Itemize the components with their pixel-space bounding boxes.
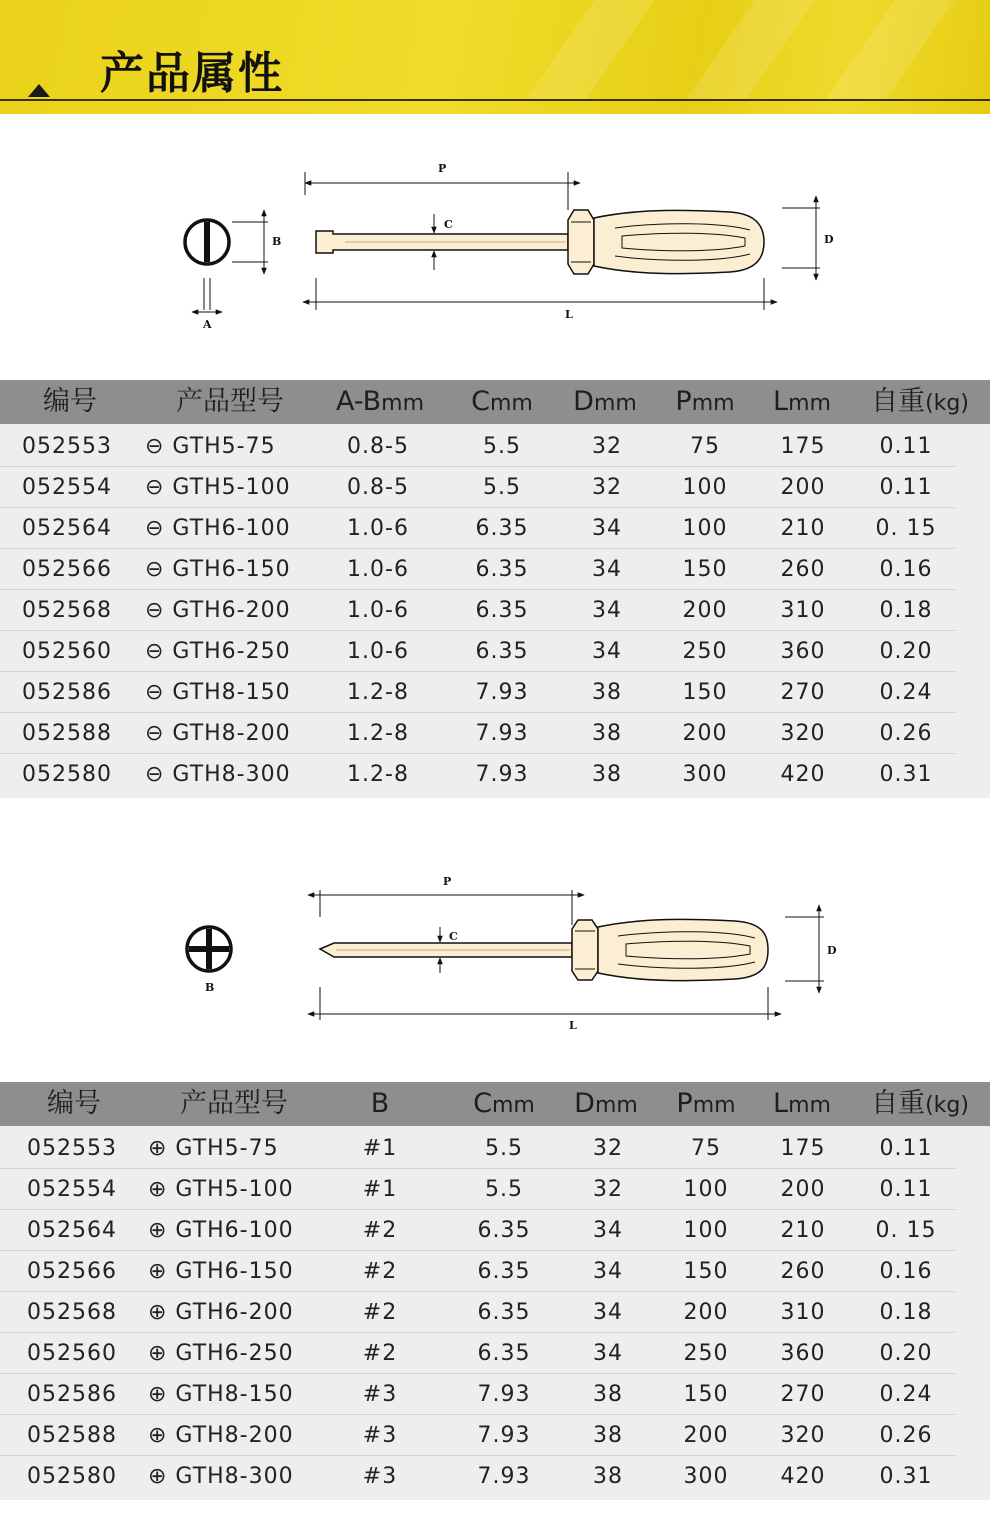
cell-ab: 1.0-6 (347, 598, 409, 623)
cell-code: 052566 (22, 557, 112, 582)
table-row (0, 1169, 990, 1210)
cell-b: #2 (362, 1300, 398, 1325)
cell-c: 6.35 (477, 1300, 531, 1325)
dimension-label-p: P (443, 875, 452, 888)
col-header-d: Dmm (573, 386, 637, 417)
cell-l: 360 (780, 639, 826, 664)
table-row (0, 713, 990, 754)
section-title: 产品属性 (100, 48, 284, 99)
cell-p: 75 (690, 434, 720, 459)
cell-p: 150 (683, 1382, 729, 1407)
cell-p: 250 (682, 639, 728, 664)
cell-b: #3 (362, 1382, 398, 1407)
cell-model: ⊕ GTH8-300 (148, 1464, 294, 1489)
col-header-l: Lmm (773, 1088, 831, 1119)
cell-d: 38 (593, 1382, 623, 1407)
cell-weight: 0. 15 (875, 516, 937, 541)
cell-model: ⊖ GTH8-200 (145, 721, 291, 746)
table-row (0, 631, 990, 672)
cell-c: 5.5 (485, 1136, 523, 1161)
table-row (0, 1292, 990, 1333)
col-header-p: Pmm (675, 386, 735, 417)
cell-c: 6.35 (477, 1218, 531, 1243)
col-header-d: Dmm (574, 1088, 638, 1119)
col-header-model: 产品型号 (180, 1088, 288, 1119)
cell-c: 7.93 (477, 1382, 531, 1407)
cell-p: 75 (691, 1136, 721, 1161)
cell-d: 34 (593, 1341, 623, 1366)
cell-l: 210 (780, 516, 826, 541)
phillips-tip-icon (187, 927, 231, 971)
cell-l: 200 (780, 1177, 826, 1202)
cell-weight: 0.31 (879, 762, 933, 787)
table-row (0, 1128, 990, 1169)
cell-model: ⊖ GTH8-300 (145, 762, 291, 787)
cell-p: 150 (682, 680, 728, 705)
cell-d: 32 (592, 434, 622, 459)
table-header (0, 380, 990, 424)
table-header (0, 1082, 990, 1126)
cell-d: 38 (592, 680, 622, 705)
cell-weight: 0.20 (879, 1341, 933, 1366)
table-row (0, 549, 990, 590)
triangle-up-icon (28, 84, 50, 97)
cell-l: 175 (780, 434, 826, 459)
dimension-label-b: B (272, 235, 282, 248)
table-row (0, 1210, 990, 1251)
cell-p: 300 (682, 762, 728, 787)
cell-code: 052568 (22, 598, 112, 623)
cell-c: 6.35 (475, 598, 529, 623)
cell-c: 6.35 (475, 557, 529, 582)
cell-b: #2 (362, 1341, 398, 1366)
cell-c: 6.35 (475, 516, 529, 541)
banner-stripe (825, 0, 955, 100)
cell-l: 360 (780, 1341, 826, 1366)
col-header-weight: 自重(kg) (871, 386, 969, 417)
cell-b: #3 (362, 1464, 398, 1489)
col-header-ab: A-Bmm (335, 386, 425, 417)
cell-b: #1 (362, 1136, 398, 1161)
cell-d: 38 (593, 1423, 623, 1448)
col-header-model: 产品型号 (176, 386, 284, 417)
cell-code: 052586 (22, 680, 112, 705)
table-row (0, 1374, 990, 1415)
cell-d: 34 (592, 516, 622, 541)
cell-c: 6.35 (477, 1341, 531, 1366)
col-header-weight: 自重(kg) (871, 1088, 969, 1119)
cell-weight: 0.11 (879, 1177, 933, 1202)
section-banner (0, 0, 990, 114)
cell-l: 270 (780, 680, 826, 705)
dimension-label-d: D (827, 944, 837, 957)
cell-model: ⊖ GTH6-150 (145, 557, 291, 582)
cell-weight: 0.18 (879, 1300, 933, 1325)
cell-code: 052580 (22, 762, 112, 787)
cell-weight: 0.24 (879, 680, 933, 705)
cell-model: ⊕ GTH6-100 (148, 1218, 294, 1243)
cell-l: 320 (780, 1423, 826, 1448)
cell-weight: 0.26 (879, 721, 933, 746)
cell-code: 052588 (27, 1423, 117, 1448)
cell-c: 7.93 (475, 721, 529, 746)
cell-p: 150 (682, 557, 728, 582)
cell-l: 270 (780, 1382, 826, 1407)
cell-c: 7.93 (477, 1464, 531, 1489)
cell-c: 5.5 (483, 475, 521, 500)
cell-c: 5.5 (485, 1177, 523, 1202)
cell-code: 052560 (22, 639, 112, 664)
table-row (0, 1456, 990, 1497)
cell-l: 310 (780, 1300, 826, 1325)
cell-b: #1 (362, 1177, 398, 1202)
table-row (0, 590, 990, 631)
cell-d: 38 (592, 762, 622, 787)
cell-code: 052553 (22, 434, 112, 459)
cell-d: 34 (592, 598, 622, 623)
cell-model: ⊖ GTH6-100 (145, 516, 291, 541)
cell-ab: 1.2-8 (347, 762, 409, 787)
cell-weight: 0.11 (879, 1136, 933, 1161)
cell-l: 260 (780, 1259, 826, 1284)
slotted-screwdriver-diagram (0, 150, 990, 340)
cell-p: 100 (683, 1177, 729, 1202)
cell-ab: 1.2-8 (347, 680, 409, 705)
cell-code: 052564 (27, 1218, 117, 1243)
col-header-p: Pmm (676, 1088, 736, 1119)
cell-l: 420 (780, 1464, 826, 1489)
cell-c: 7.93 (475, 680, 529, 705)
cell-p: 200 (683, 1423, 729, 1448)
cell-weight: 0. 15 (875, 1218, 937, 1243)
cell-l: 200 (780, 475, 826, 500)
cell-c: 7.93 (475, 762, 529, 787)
cell-code: 052588 (22, 721, 112, 746)
cell-ab: 1.0-6 (347, 557, 409, 582)
dimension-label-p: P (438, 162, 447, 175)
cell-l: 210 (780, 1218, 826, 1243)
table-row (0, 672, 990, 713)
cell-weight: 0.18 (879, 598, 933, 623)
col-header-c: Cmm (471, 386, 533, 417)
cell-d: 38 (592, 721, 622, 746)
cell-ab: 1.0-6 (347, 516, 409, 541)
cell-c: 5.5 (483, 434, 521, 459)
cell-weight: 0.16 (879, 557, 933, 582)
col-header-l: Lmm (773, 386, 831, 417)
table-body (0, 424, 990, 798)
table-row (0, 426, 990, 467)
col-header-code: 编号 (43, 386, 97, 417)
banner-stripe (525, 0, 655, 100)
slotted-tip-icon (185, 220, 229, 264)
col-header-code: 编号 (47, 1088, 101, 1119)
cell-d: 32 (593, 1136, 623, 1161)
cell-p: 150 (683, 1259, 729, 1284)
table-row (0, 1251, 990, 1292)
cell-code: 052554 (22, 475, 112, 500)
table-row (0, 754, 990, 795)
cell-l: 310 (780, 598, 826, 623)
cell-l: 260 (780, 557, 826, 582)
cell-model: ⊖ GTH8-150 (145, 680, 291, 705)
cell-p: 200 (683, 1300, 729, 1325)
cell-d: 38 (593, 1464, 623, 1489)
cell-ab: 0.8-5 (347, 475, 409, 500)
slotted-spec-table (0, 380, 990, 798)
dimension-label-a: A (203, 318, 212, 331)
cell-code: 052554 (27, 1177, 117, 1202)
cell-d: 34 (592, 557, 622, 582)
cell-model: ⊖ GTH5-75 (145, 434, 276, 459)
cell-model: ⊕ GTH5-100 (148, 1177, 294, 1202)
cell-ab: 1.2-8 (347, 721, 409, 746)
cell-c: 6.35 (477, 1259, 531, 1284)
cell-b: #2 (362, 1259, 398, 1284)
cell-p: 300 (683, 1464, 729, 1489)
cell-weight: 0.26 (879, 1423, 933, 1448)
phillips-screwdriver-diagram (0, 865, 990, 1045)
cell-d: 32 (592, 475, 622, 500)
cell-d: 34 (593, 1259, 623, 1284)
cell-model: ⊕ GTH5-75 (148, 1136, 279, 1161)
cell-d: 34 (592, 639, 622, 664)
cell-p: 250 (683, 1341, 729, 1366)
cell-model: ⊕ GTH6-200 (148, 1300, 294, 1325)
cell-code: 052586 (27, 1382, 117, 1407)
phillips-spec-table (0, 1082, 990, 1500)
cell-p: 200 (682, 721, 728, 746)
cell-p: 200 (682, 598, 728, 623)
cell-weight: 0.31 (879, 1464, 933, 1489)
cell-d: 34 (593, 1300, 623, 1325)
dimension-label-c: C (444, 218, 453, 231)
table-row (0, 508, 990, 549)
cell-c: 6.35 (475, 639, 529, 664)
cell-weight: 0.24 (879, 1382, 933, 1407)
cell-code: 052553 (27, 1136, 117, 1161)
cell-d: 32 (593, 1177, 623, 1202)
cell-ab: 1.0-6 (347, 639, 409, 664)
cell-l: 320 (780, 721, 826, 746)
cell-l: 175 (780, 1136, 826, 1161)
cell-weight: 0.20 (879, 639, 933, 664)
cell-model: ⊕ GTH6-150 (148, 1259, 294, 1284)
cell-code: 052560 (27, 1341, 117, 1366)
dimension-label-l: L (565, 308, 573, 321)
cell-code: 052566 (27, 1259, 117, 1284)
table-row (0, 1415, 990, 1456)
cell-code: 052580 (27, 1464, 117, 1489)
cell-weight: 0.11 (879, 434, 933, 459)
dimension-label-d: D (824, 233, 834, 246)
table-row (0, 1333, 990, 1374)
cell-p: 100 (683, 1218, 729, 1243)
cell-model: ⊖ GTH5-100 (145, 475, 291, 500)
table-body (0, 1126, 990, 1500)
col-header-b: B (370, 1088, 390, 1119)
cell-b: #3 (362, 1423, 398, 1448)
table-row (0, 467, 990, 508)
dimension-label-b: B (205, 981, 215, 994)
cell-model: ⊕ GTH6-250 (148, 1341, 294, 1366)
cell-c: 7.93 (477, 1423, 531, 1448)
cell-model: ⊕ GTH8-200 (148, 1423, 294, 1448)
cell-code: 052568 (27, 1300, 117, 1325)
cell-b: #2 (362, 1218, 398, 1243)
dimension-label-l: L (569, 1019, 577, 1032)
cell-code: 052564 (22, 516, 112, 541)
cell-weight: 0.16 (879, 1259, 933, 1284)
cell-ab: 0.8-5 (347, 434, 409, 459)
cell-p: 100 (682, 475, 728, 500)
cell-model: ⊖ GTH6-250 (145, 639, 291, 664)
cell-l: 420 (780, 762, 826, 787)
cell-d: 34 (593, 1218, 623, 1243)
banner-stripe (685, 0, 815, 100)
cell-p: 100 (682, 516, 728, 541)
col-header-c: Cmm (473, 1088, 535, 1119)
cell-model: ⊕ GTH8-150 (148, 1382, 294, 1407)
dimension-label-c: C (449, 930, 458, 943)
cell-weight: 0.11 (879, 475, 933, 500)
cell-model: ⊖ GTH6-200 (145, 598, 291, 623)
